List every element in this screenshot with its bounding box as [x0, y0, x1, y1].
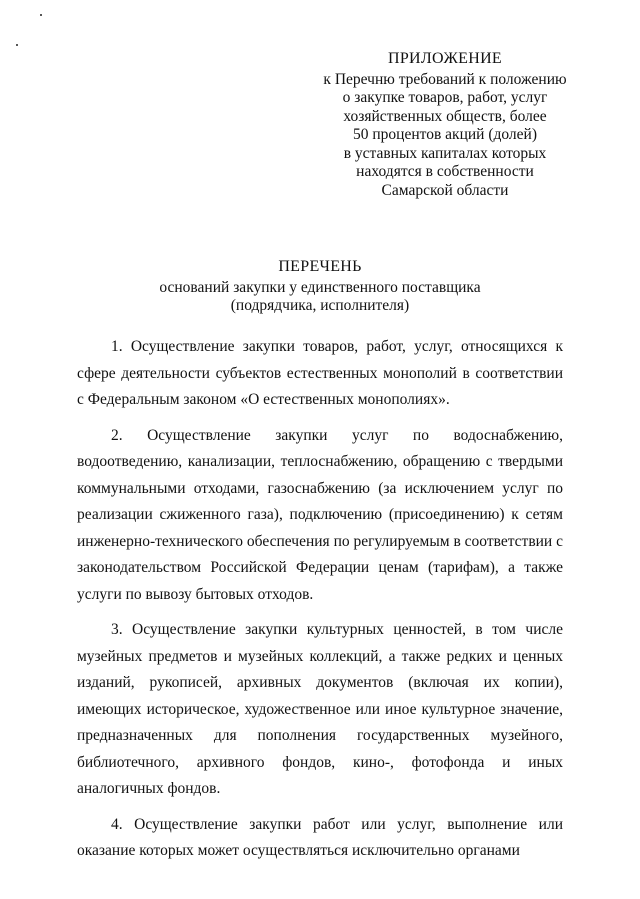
list-item-1: 1. Осуществление закупки товаров, работ, услуг, относящихся к сфере деятельности субъектов естественных монополий в соответствии с Федеральным законом «О естественных монополиях». — [77, 338, 563, 408]
list-item-2: 2. Осуществление закупки услуг по водоснабжению, водоотведению, канализации, теплоснабжению, обращению с твердыми коммунальными отходами, газоснабжению (за исключением услуг по реализации сжиженного газа), подключению (присоединению) к сетям инженерно-технического обеспечения по регулируемым в соответствии с законодательством Российской Федерации ценам (тарифам), а также услуги по вывозу бытовых отходов. — [77, 426, 563, 603]
scan-speck — [40, 14, 42, 16]
heading-subtitle-line: оснований закупки у единственного поставщика — [159, 279, 481, 296]
appendix-block — [300, 50, 590, 200]
appendix-line: Самарской области — [381, 181, 509, 199]
scan-speck — [16, 44, 18, 46]
appendix-line: 50 процентов акций (долей) — [353, 126, 537, 143]
list-item-3: 3. Осуществление закупки культурных ценностей, в том числе музейных предметов и музейных коллекций, а также редких и ценных изданий, рукописей, архивных документов (включая их копии), имеющих историческое, художественное или иное культурное значение, предназначенных для пополнения государственных музейного, библиотечного, архивного фондов, кино-, фотофонда и иных аналогичных фондов. — [77, 621, 563, 797]
appendix-line: в уставных капиталах которых — [343, 144, 547, 162]
document-heading — [120, 258, 520, 315]
list-item-4: 4. Осуществление закупки работ или услуг, выполнение или оказание которых может осуществляться исключительно органами — [77, 815, 563, 859]
appendix-line: хозяйственных обществ, более — [343, 107, 547, 125]
appendix-line: находятся в собственности — [356, 163, 534, 180]
appendix-line: к Перечню требований к положению — [323, 70, 567, 88]
heading-subtitle-line: (подрядчика, исполнителя) — [230, 297, 410, 314]
heading-title: ПЕРЕЧЕНЬ — [278, 258, 362, 275]
appendix-line: о закупке товаров, работ, услуг — [342, 89, 548, 106]
appendix-title: ПРИЛОЖЕНИЕ — [387, 50, 502, 67]
document-body — [77, 334, 563, 874]
